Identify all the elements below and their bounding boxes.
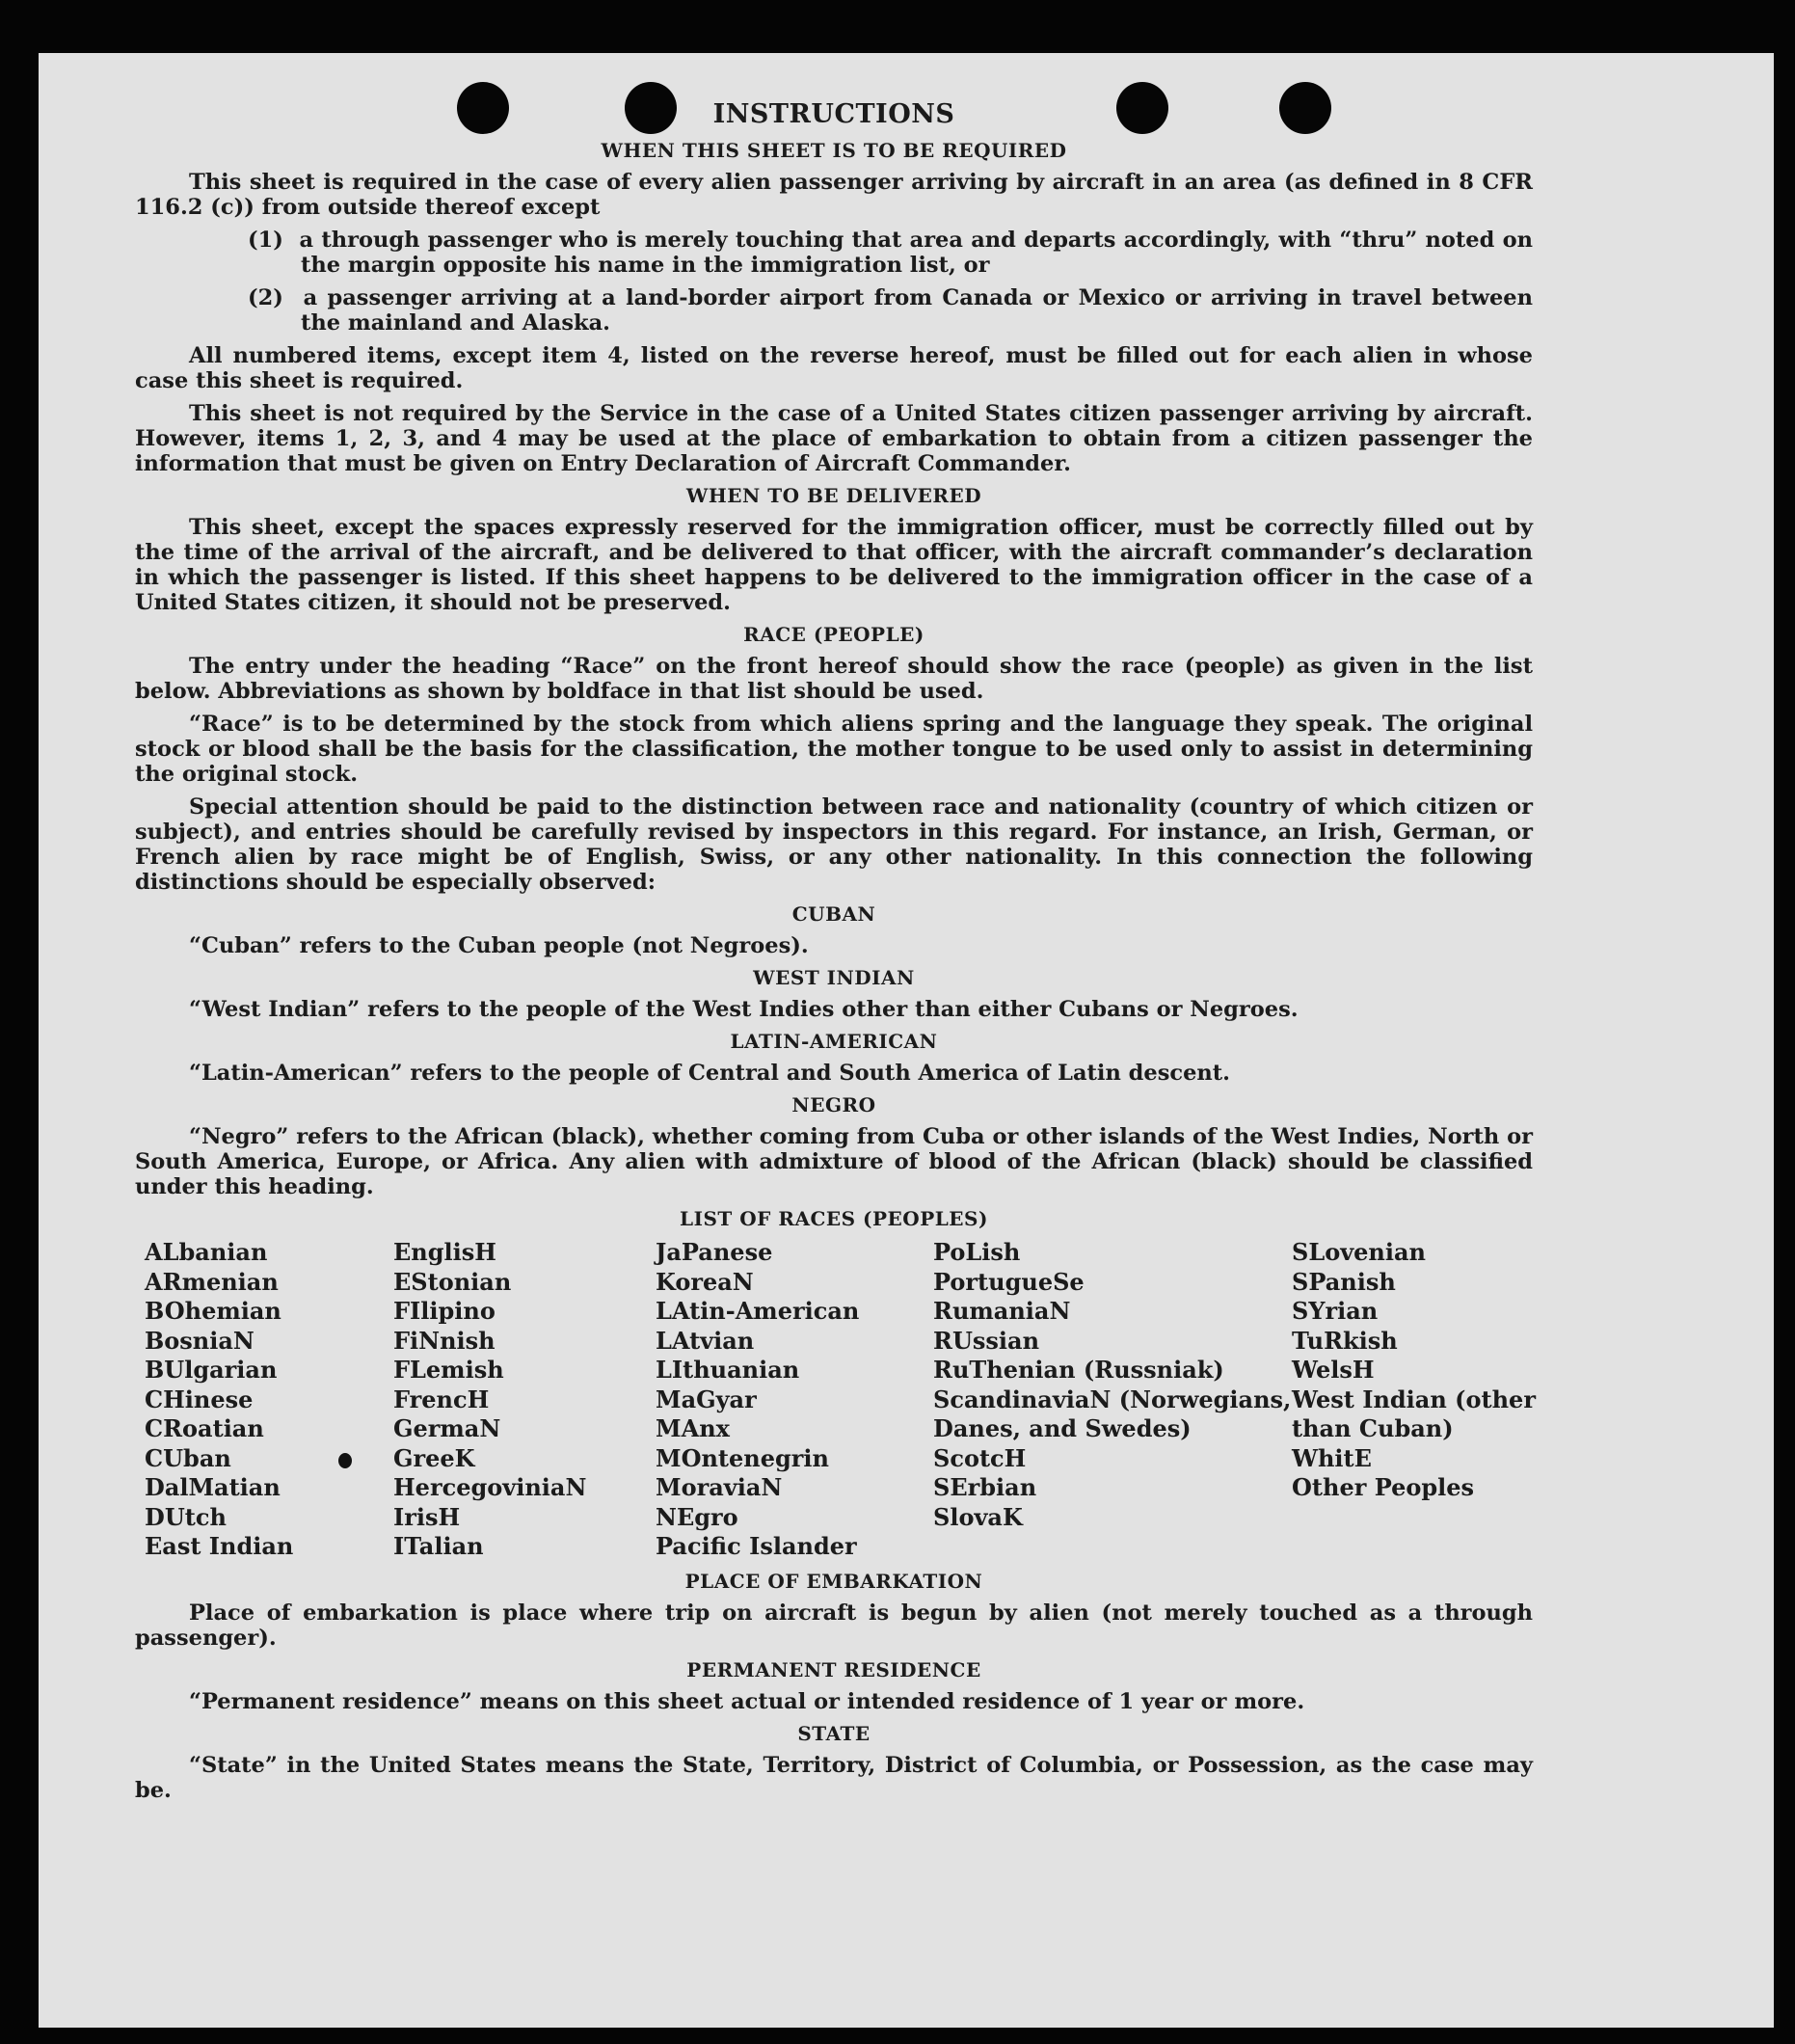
section-heading-race: RACE (PEOPLE) [743, 623, 924, 646]
race-paragraph: Special attention should be paid to the distinction between race and nationality (country of which citizen or subject), and entries should be carefully revised by inspectors in this regard. For instance, an Irish, German, or French alien by race might be of English, Swiss, or any other nationality. In this connection the following distinctions should be especially observed: [135, 794, 1533, 895]
race-entry: Other Peoples [1292, 1473, 1475, 1501]
races-list [145, 1238, 1536, 1562]
race-entry: LIthuanian [656, 1356, 800, 1384]
race-entry: GreeK [393, 1443, 475, 1472]
race-entry: ScotcH [933, 1443, 1027, 1472]
race-entry: CUban [145, 1443, 231, 1472]
race-entry: LAtin-American [656, 1297, 860, 1325]
race-entry: FLemish [393, 1356, 504, 1384]
item-marker: (1) [248, 228, 283, 253]
exception-item-2 [135, 285, 1533, 336]
race-entry: JaPanese [656, 1238, 773, 1266]
section-heading-residence: PERMANENT RESIDENCE [686, 1657, 981, 1681]
race-entry: DalMatian [145, 1473, 281, 1501]
race-entry: FrencH [393, 1385, 490, 1413]
races-column [656, 1238, 933, 1562]
race-entry: FiNnish [393, 1326, 496, 1355]
document-page [39, 53, 1774, 2028]
race-entry: NEgro [656, 1502, 738, 1531]
embarkation-definition: Place of embarkation is place where trip on aircraft is begun by alien (not merely touched as a through passenger). [135, 1600, 1533, 1651]
section-heading-negro: NEGRO [791, 1093, 876, 1116]
race-entry: ITalian [393, 1532, 484, 1560]
race-entry: BUlgarian [145, 1356, 278, 1384]
race-entry: MAnx [656, 1414, 730, 1442]
race-entry: SPanish [1292, 1267, 1396, 1296]
race-entry: EnglisH [393, 1238, 496, 1266]
race-entry: West Indian (other than Cuban) [1292, 1385, 1536, 1442]
section-heading-when-required: WHEN THIS SHEET IS TO BE REQUIRED [601, 139, 1067, 162]
races-column [393, 1238, 656, 1562]
section-heading-list-of-races: LIST OF RACES (PEOPLES) [680, 1207, 988, 1230]
race-entry: CHinese [145, 1385, 254, 1413]
cuban-definition: “Cuban” refers to the Cuban people (not Negroes). [189, 933, 809, 958]
race-entry: RuThenian (Russniak) [933, 1356, 1224, 1384]
race-entry: MoraviaN [656, 1473, 783, 1501]
race-entry: MOntenegrin [656, 1443, 829, 1472]
race-entry: East Indian [145, 1532, 294, 1560]
negro-definition: “Negro” refers to the African (black), whether coming from Cuba or other islands of the West Indies, North or South America, Europe, or Africa. Any alien with admixture of blood of the African (black) should be classified under this heading. [135, 1124, 1533, 1199]
section-heading-when-delivered: WHEN TO BE DELIVERED [685, 484, 982, 507]
race-entry: IrisH [393, 1502, 461, 1531]
race-entry: BOhemian [145, 1297, 281, 1325]
race-entry: MaGyar [656, 1385, 757, 1413]
section-heading-west-indian: WEST INDIAN [753, 966, 915, 989]
when-required-intro: This sheet is required in the case of every alien passenger arriving by aircraft in an area (as defined in 8 CFR 116.2 (c)) from outside thereof except [135, 170, 1533, 220]
races-column [145, 1238, 393, 1562]
section-heading-embarkation: PLACE OF EMBARKATION [684, 1569, 983, 1593]
west-indian-definition: “West Indian” refers to the people of the West Indies other than either Cubans or Negroes. [189, 997, 1299, 1022]
residence-definition: “Permanent residence” means on this sheet actual or intended residence of 1 year or more. [189, 1688, 1305, 1714]
item-text: a passenger arriving at a land-border airport from Canada or Mexico or arriving in travel between the mainland and Alaska. [301, 285, 1533, 336]
race-entry: CRoatian [145, 1414, 264, 1442]
instructions-body [135, 99, 1536, 1811]
latin-american-definition: “Latin-American” refers to the people of Central and South America of Latin descent. [189, 1061, 1230, 1086]
race-entry: WhitE [1292, 1443, 1372, 1472]
state-definition: “State” in the United States means the State, Territory, District of Columbia, or Possession, as the case may be. [135, 1752, 1533, 1803]
numbered-items-note: All numbered items, except item 4, listed on the reverse hereof, must be filled out for each alien in whose case this sheet is required. [135, 343, 1533, 393]
race-entry: RumaniaN [933, 1297, 1071, 1325]
exception-item-1 [135, 228, 1533, 278]
race-entry: Pacific Islander [656, 1532, 857, 1560]
race-entry: TuRkish [1292, 1326, 1398, 1355]
page-title: INSTRUCTIONS [712, 99, 955, 129]
race-entry: PortugueSe [933, 1267, 1085, 1296]
race-entry: ALbanian [145, 1238, 268, 1266]
citizen-note: This sheet is not required by the Service in the case of a United States citizen passenger arriving by aircraft. However, items 1, 2, 3, and 4 may be used at the place of embarkation to obtain from a citizen passenger the information that must be given on Entry Declaration of Aircraft Commander. [135, 401, 1533, 476]
race-entry: RUssian [933, 1326, 1040, 1355]
race-entry: ScandinaviaN (Norwegians, Danes, and Swedes) [933, 1385, 1292, 1442]
section-heading-state: STATE [797, 1721, 871, 1745]
race-entry: GermaN [393, 1414, 501, 1442]
when-delivered-text: This sheet, except the spaces expressly reserved for the immigration officer, must be correctly filled out by the time of the arrival of the aircraft, and be delivered to that officer, with the aircraft commander’s declaration in which the passenger is listed. If this sheet happens to be delivered to the immigration officer in the case of a United States citizen, it should not be preserved. [135, 515, 1533, 615]
race-entry: FIlipino [393, 1297, 496, 1325]
race-entry: PoLish [933, 1238, 1021, 1266]
race-entry: BosniaN [145, 1326, 255, 1355]
race-entry: LAtvian [656, 1326, 755, 1355]
race-entry: EStonian [393, 1267, 512, 1296]
race-entry: SlovaK [933, 1502, 1023, 1531]
races-column [1292, 1238, 1542, 1562]
item-marker: (2) [248, 285, 283, 310]
race-entry: SYrian [1292, 1297, 1379, 1325]
race-entry: SLovenian [1292, 1238, 1426, 1266]
race-entry: HercegoviniaN [393, 1473, 587, 1501]
races-column [933, 1238, 1292, 1562]
race-entry: KoreaN [656, 1267, 754, 1296]
race-paragraph: “Race” is to be determined by the stock from which aliens spring and the language they speak. The original stock or blood shall be the basis for the classification, the mother tongue to be used only to assist in determining the original stock. [135, 712, 1533, 787]
item-text: a through passenger who is merely touching that area and departs accordingly, with “thru” noted on the margin opposite his name in the immigration list, or [299, 228, 1533, 278]
race-entry: WelsH [1292, 1356, 1375, 1384]
section-heading-latin-american: LATIN-AMERICAN [730, 1030, 938, 1053]
race-entry: ARmenian [145, 1267, 279, 1296]
section-heading-cuban: CUBAN [791, 902, 876, 926]
race-entry: DUtch [145, 1502, 227, 1531]
race-paragraph: The entry under the heading “Race” on the front hereof should show the race (people) as given in the list below. Abbreviations as shown by boldface in that list should be used. [135, 654, 1533, 704]
race-entry: SErbian [933, 1473, 1037, 1501]
